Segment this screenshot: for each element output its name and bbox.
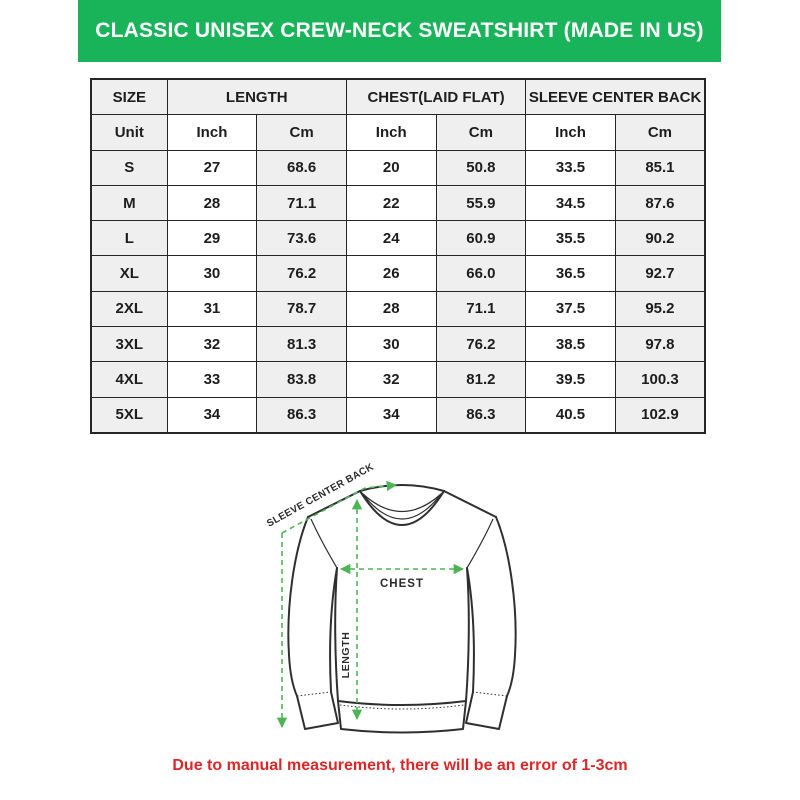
group-header-row (91, 79, 705, 115)
table-row (91, 185, 705, 220)
value-cell: 22 (346, 185, 436, 220)
value-cell: 92.7 (615, 256, 705, 291)
page-title: CLASSIC UNISEX CREW-NECK SWEATSHIRT (MADE IN US) (95, 19, 704, 42)
col-header-length: LENGTH (167, 79, 346, 115)
size-cell: XL (91, 256, 167, 291)
measurement-disclaimer: Due to manual measurement, there will be an error of 1-3cm (172, 757, 628, 774)
value-cell: 36.5 (526, 256, 616, 291)
size-cell: M (91, 185, 167, 220)
value-cell: 39.5 (526, 362, 616, 397)
size-cell: S (91, 150, 167, 185)
value-cell: 38.5 (526, 327, 616, 362)
table-row (91, 397, 705, 433)
unit-cell: Unit (91, 115, 167, 150)
value-cell: 71.1 (257, 185, 347, 220)
value-cell: 78.7 (257, 291, 347, 326)
value-cell: 90.2 (615, 221, 705, 256)
measurement-arrows (282, 485, 463, 727)
unit-header-row (91, 115, 705, 150)
unit-cell: Cm (257, 115, 347, 150)
col-header-sleeve: SLEEVE CENTER BACK (526, 79, 705, 115)
value-cell: 60.9 (436, 221, 526, 256)
value-cell: 81.2 (436, 362, 526, 397)
size-cell: 4XL (91, 362, 167, 397)
value-cell: 87.6 (615, 185, 705, 220)
value-cell: 86.3 (257, 397, 347, 433)
value-cell: 27 (167, 150, 257, 185)
value-cell: 31 (167, 291, 257, 326)
sweatshirt-measurement-diagram (250, 455, 550, 760)
value-cell: 40.5 (526, 397, 616, 433)
size-table-body (91, 150, 705, 433)
value-cell: 28 (346, 291, 436, 326)
size-cell: L (91, 221, 167, 256)
chest-label: CHEST (380, 578, 424, 590)
size-cell: 5XL (91, 397, 167, 433)
value-cell: 29 (167, 221, 257, 256)
value-cell: 71.1 (436, 291, 526, 326)
unit-cell: Cm (615, 115, 705, 150)
sleeve-center-back-label: SLEEVE CENTER BACK (265, 461, 376, 530)
value-cell: 30 (167, 256, 257, 291)
size-cell: 3XL (91, 327, 167, 362)
value-cell: 97.8 (615, 327, 705, 362)
value-cell: 100.3 (615, 362, 705, 397)
table-row (91, 221, 705, 256)
size-cell: 2XL (91, 291, 167, 326)
value-cell: 83.8 (257, 362, 347, 397)
table-row (91, 327, 705, 362)
sweatshirt-outline (288, 485, 515, 733)
value-cell: 34 (167, 397, 257, 433)
value-cell: 35.5 (526, 221, 616, 256)
value-cell: 32 (346, 362, 436, 397)
value-cell: 34 (346, 397, 436, 433)
unit-cell: Inch (167, 115, 257, 150)
value-cell: 81.3 (257, 327, 347, 362)
value-cell: 20 (346, 150, 436, 185)
value-cell: 26 (346, 256, 436, 291)
value-cell: 86.3 (436, 397, 526, 433)
size-chart-container (90, 78, 706, 434)
value-cell: 33 (167, 362, 257, 397)
title-banner (78, 0, 721, 62)
size-chart-table (90, 78, 706, 434)
value-cell: 102.9 (615, 397, 705, 433)
table-row (91, 362, 705, 397)
value-cell: 73.6 (257, 221, 347, 256)
value-cell: 76.2 (436, 327, 526, 362)
unit-cell: Inch (526, 115, 616, 150)
value-cell: 76.2 (257, 256, 347, 291)
value-cell: 30 (346, 327, 436, 362)
value-cell: 34.5 (526, 185, 616, 220)
value-cell: 33.5 (526, 150, 616, 185)
value-cell: 32 (167, 327, 257, 362)
unit-cell: Inch (346, 115, 436, 150)
value-cell: 66.0 (436, 256, 526, 291)
value-cell: 55.9 (436, 185, 526, 220)
value-cell: 37.5 (526, 291, 616, 326)
value-cell: 50.8 (436, 150, 526, 185)
table-row (91, 150, 705, 185)
unit-cell: Cm (436, 115, 526, 150)
value-cell: 28 (167, 185, 257, 220)
length-label: LENGTH (340, 631, 352, 679)
col-header-size: SIZE (91, 79, 167, 115)
table-row (91, 256, 705, 291)
value-cell: 24 (346, 221, 436, 256)
col-header-chest: CHEST(LAID FLAT) (346, 79, 525, 115)
value-cell: 95.2 (615, 291, 705, 326)
table-row (91, 291, 705, 326)
value-cell: 85.1 (615, 150, 705, 185)
value-cell: 68.6 (257, 150, 347, 185)
